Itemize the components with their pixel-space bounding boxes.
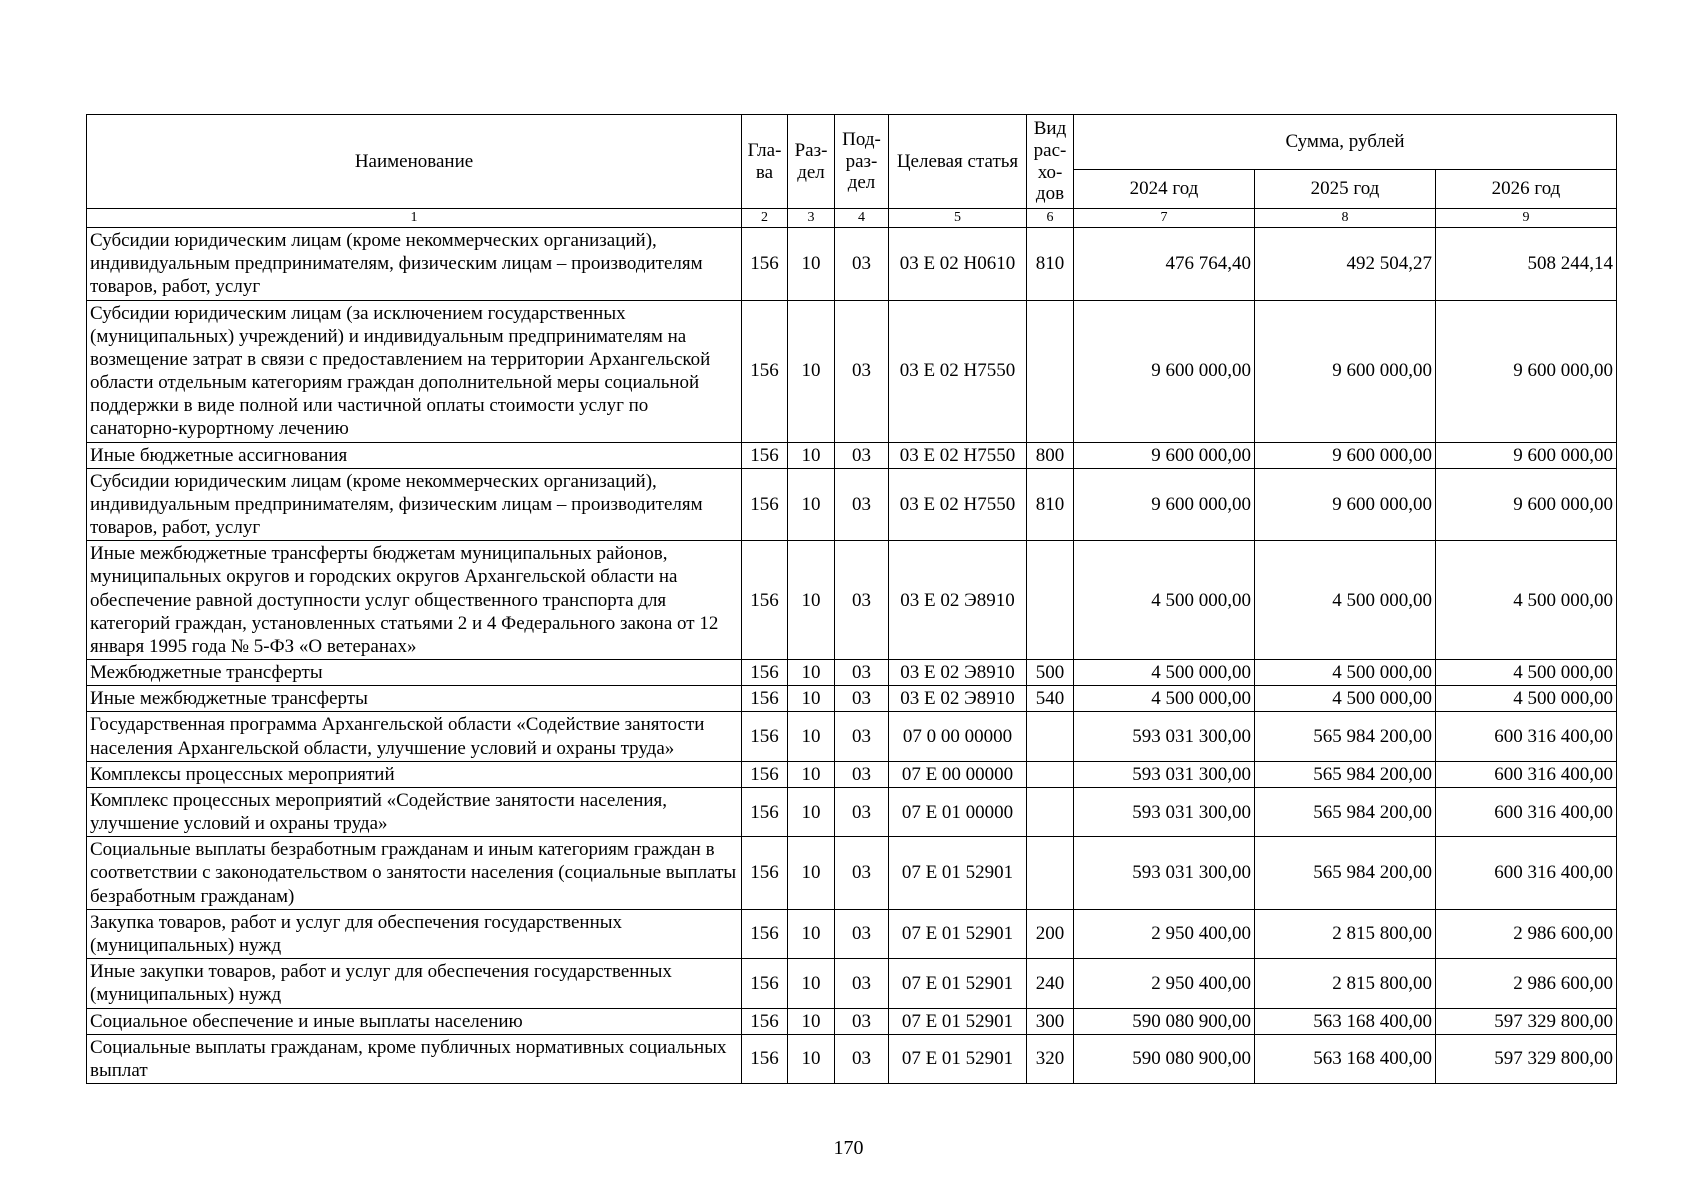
row-sum-2025: 4 500 000,00	[1255, 686, 1436, 712]
row-sum-2025: 563 168 400,00	[1255, 1034, 1436, 1083]
row-vid-rashodov	[1027, 761, 1074, 787]
header-glava: Гла-ва	[742, 115, 788, 209]
column-number: 5	[889, 209, 1027, 228]
table-row	[87, 442, 1617, 468]
header-podrazdel: Под-раз-дел	[835, 115, 889, 209]
row-glava: 156	[742, 660, 788, 686]
row-name: Субсидии юридическим лицам (кроме некоммерческих организаций), индивидуальным предпринимателям, физическим лицам – производителям товаров, работ, услуг	[87, 228, 742, 301]
row-name: Межбюджетные трансферты	[87, 660, 742, 686]
row-sum-2026: 600 316 400,00	[1436, 837, 1617, 910]
row-sum-2026: 597 329 800,00	[1436, 1034, 1617, 1083]
column-number: 1	[87, 209, 742, 228]
row-sum-2025: 9 600 000,00	[1255, 442, 1436, 468]
table-row	[87, 660, 1617, 686]
row-sum-2026: 4 500 000,00	[1436, 541, 1617, 660]
row-name: Социальное обеспечение и иные выплаты населению	[87, 1008, 742, 1034]
row-sum-2025: 4 500 000,00	[1255, 660, 1436, 686]
row-razdel: 10	[788, 660, 835, 686]
column-number: 2	[742, 209, 788, 228]
table-row	[87, 468, 1617, 541]
row-podrazdel: 03	[835, 468, 889, 541]
row-name: Социальные выплаты безработным гражданам и иным категориям граждан в соответствии с законодательством о занятости населения (социальные выплаты безработным гражданам)	[87, 837, 742, 910]
header-summa: Сумма, рублей	[1074, 115, 1617, 170]
header-year-2024: 2024 год	[1074, 170, 1255, 209]
row-vid-rashodov: 810	[1027, 228, 1074, 301]
row-sum-2026: 2 986 600,00	[1436, 959, 1617, 1008]
row-name: Комплекс процессных мероприятий «Содействие занятости населения, улучшение условий и охраны труда»	[87, 787, 742, 836]
table-row	[87, 909, 1617, 958]
row-vid-rashodov	[1027, 837, 1074, 910]
table-row	[87, 1008, 1617, 1034]
table-row	[87, 837, 1617, 910]
row-glava: 156	[742, 959, 788, 1008]
row-tselevaya-statya: 07 Е 00 00000	[889, 761, 1027, 787]
header-name: Наименование	[87, 115, 742, 209]
row-razdel: 10	[788, 442, 835, 468]
row-name: Социальные выплаты гражданам, кроме публичных нормативных социальных выплат	[87, 1034, 742, 1083]
row-sum-2024: 2 950 400,00	[1074, 909, 1255, 958]
row-sum-2026: 2 986 600,00	[1436, 909, 1617, 958]
row-podrazdel: 03	[835, 712, 889, 761]
row-sum-2024: 476 764,40	[1074, 228, 1255, 301]
row-sum-2026: 600 316 400,00	[1436, 712, 1617, 761]
row-vid-rashodov: 500	[1027, 660, 1074, 686]
table-row	[87, 1034, 1617, 1083]
header-year-2026: 2026 год	[1436, 170, 1617, 209]
row-razdel: 10	[788, 300, 835, 442]
row-glava: 156	[742, 686, 788, 712]
row-glava: 156	[742, 1008, 788, 1034]
row-vid-rashodov: 300	[1027, 1008, 1074, 1034]
row-sum-2026: 597 329 800,00	[1436, 1008, 1617, 1034]
row-vid-rashodov	[1027, 300, 1074, 442]
row-sum-2024: 9 600 000,00	[1074, 468, 1255, 541]
row-name: Закупка товаров, работ и услуг для обеспечения государственных (муниципальных) нужд	[87, 909, 742, 958]
row-sum-2024: 593 031 300,00	[1074, 712, 1255, 761]
row-vid-rashodov	[1027, 712, 1074, 761]
row-tselevaya-statya: 03 Е 02 Э8910	[889, 541, 1027, 660]
row-tselevaya-statya: 07 Е 01 00000	[889, 787, 1027, 836]
column-number: 7	[1074, 209, 1255, 228]
row-tselevaya-statya: 07 Е 01 52901	[889, 1008, 1027, 1034]
row-vid-rashodov	[1027, 787, 1074, 836]
row-vid-rashodov: 200	[1027, 909, 1074, 958]
row-sum-2024: 9 600 000,00	[1074, 442, 1255, 468]
row-glava: 156	[742, 787, 788, 836]
row-tselevaya-statya: 03 Е 02 Н0610	[889, 228, 1027, 301]
row-razdel: 10	[788, 468, 835, 541]
row-name: Комплексы процессных мероприятий	[87, 761, 742, 787]
row-sum-2024: 590 080 900,00	[1074, 1008, 1255, 1034]
row-name: Иные межбюджетные трансферты	[87, 686, 742, 712]
table-row	[87, 712, 1617, 761]
row-razdel: 10	[788, 1034, 835, 1083]
header-razdel: Раз-дел	[788, 115, 835, 209]
budget-table	[86, 114, 1617, 1084]
row-podrazdel: 03	[835, 959, 889, 1008]
row-tselevaya-statya: 03 Е 02 Н7550	[889, 468, 1027, 541]
row-sum-2025: 565 984 200,00	[1255, 712, 1436, 761]
row-sum-2026: 600 316 400,00	[1436, 787, 1617, 836]
row-name: Субсидии юридическим лицам (за исключением государственных (муниципальных) учреждений) и индивидуальным предпринимателям на возмещение затрат в связи с предоставлением на территории Архангельской области отдельным категориям граждан дополнительной меры социальной поддержки в виде полной или частичной оплаты стоимости услуг по санаторно-курортному лечению	[87, 300, 742, 442]
row-vid-rashodov: 800	[1027, 442, 1074, 468]
row-podrazdel: 03	[835, 787, 889, 836]
row-razdel: 10	[788, 909, 835, 958]
row-glava: 156	[742, 228, 788, 301]
row-sum-2026: 9 600 000,00	[1436, 442, 1617, 468]
row-name: Иные межбюджетные трансферты бюджетам муниципальных районов, муниципальных округов и городских округов Архангельской области на обеспечение равной доступности услуг общественного транспорта для категорий граждан, установленных статьями 2 и 4 Федерального закона от 12 января 1995 года № 5-ФЗ «О ветеранах»	[87, 541, 742, 660]
row-podrazdel: 03	[835, 761, 889, 787]
row-glava: 156	[742, 712, 788, 761]
table-row	[87, 959, 1617, 1008]
row-glava: 156	[742, 761, 788, 787]
row-tselevaya-statya: 03 Е 02 Э8910	[889, 660, 1027, 686]
row-sum-2026: 9 600 000,00	[1436, 300, 1617, 442]
row-glava: 156	[742, 541, 788, 660]
row-glava: 156	[742, 468, 788, 541]
table-row	[87, 686, 1617, 712]
row-sum-2025: 4 500 000,00	[1255, 541, 1436, 660]
table-body	[87, 228, 1617, 1084]
row-podrazdel: 03	[835, 1034, 889, 1083]
row-sum-2024: 4 500 000,00	[1074, 686, 1255, 712]
row-podrazdel: 03	[835, 1008, 889, 1034]
row-sum-2026: 4 500 000,00	[1436, 686, 1617, 712]
row-sum-2024: 593 031 300,00	[1074, 787, 1255, 836]
row-podrazdel: 03	[835, 686, 889, 712]
row-podrazdel: 03	[835, 541, 889, 660]
row-sum-2026: 600 316 400,00	[1436, 761, 1617, 787]
row-name: Иные закупки товаров, работ и услуг для обеспечения государственных (муниципальных) нужд	[87, 959, 742, 1008]
row-podrazdel: 03	[835, 228, 889, 301]
row-razdel: 10	[788, 541, 835, 660]
header-vid-rashodov: Вид рас-хо-дов	[1027, 115, 1074, 209]
row-glava: 156	[742, 837, 788, 910]
row-sum-2025: 492 504,27	[1255, 228, 1436, 301]
table-row	[87, 228, 1617, 301]
row-glava: 156	[742, 1034, 788, 1083]
row-vid-rashodov: 320	[1027, 1034, 1074, 1083]
row-glava: 156	[742, 909, 788, 958]
row-tselevaya-statya: 07 0 00 00000	[889, 712, 1027, 761]
row-sum-2026: 4 500 000,00	[1436, 660, 1617, 686]
row-podrazdel: 03	[835, 442, 889, 468]
table-row	[87, 761, 1617, 787]
column-number: 3	[788, 209, 835, 228]
row-sum-2025: 563 168 400,00	[1255, 1008, 1436, 1034]
row-vid-rashodov: 240	[1027, 959, 1074, 1008]
table-header	[87, 115, 1617, 228]
row-glava: 156	[742, 442, 788, 468]
row-tselevaya-statya: 03 Е 02 Н7550	[889, 300, 1027, 442]
row-tselevaya-statya: 07 Е 01 52901	[889, 909, 1027, 958]
row-sum-2024: 590 080 900,00	[1074, 1034, 1255, 1083]
row-razdel: 10	[788, 959, 835, 1008]
row-podrazdel: 03	[835, 909, 889, 958]
row-razdel: 10	[788, 712, 835, 761]
row-sum-2024: 593 031 300,00	[1074, 837, 1255, 910]
row-vid-rashodov: 810	[1027, 468, 1074, 541]
row-razdel: 10	[788, 228, 835, 301]
row-sum-2025: 565 984 200,00	[1255, 837, 1436, 910]
row-name: Государственная программа Архангельской области «Содействие занятости населения Архангельской области, улучшение условий и охраны труда»	[87, 712, 742, 761]
row-glava: 156	[742, 300, 788, 442]
row-sum-2025: 2 815 800,00	[1255, 909, 1436, 958]
row-sum-2025: 9 600 000,00	[1255, 468, 1436, 541]
column-numbers-row	[87, 209, 1617, 228]
row-sum-2024: 9 600 000,00	[1074, 300, 1255, 442]
row-podrazdel: 03	[835, 837, 889, 910]
header-tselevaya-statya: Целевая статья	[889, 115, 1027, 209]
row-sum-2026: 9 600 000,00	[1436, 468, 1617, 541]
column-number: 4	[835, 209, 889, 228]
row-sum-2024: 4 500 000,00	[1074, 660, 1255, 686]
row-vid-rashodov: 540	[1027, 686, 1074, 712]
row-sum-2025: 565 984 200,00	[1255, 761, 1436, 787]
table-row	[87, 787, 1617, 836]
row-sum-2026: 508 244,14	[1436, 228, 1617, 301]
table-row	[87, 541, 1617, 660]
row-razdel: 10	[788, 686, 835, 712]
row-razdel: 10	[788, 1008, 835, 1034]
row-sum-2024: 593 031 300,00	[1074, 761, 1255, 787]
table-row	[87, 300, 1617, 442]
row-tselevaya-statya: 07 Е 01 52901	[889, 1034, 1027, 1083]
column-number: 8	[1255, 209, 1436, 228]
row-tselevaya-statya: 03 Е 02 Э8910	[889, 686, 1027, 712]
column-number: 9	[1436, 209, 1617, 228]
row-name: Субсидии юридическим лицам (кроме некоммерческих организаций), индивидуальным предпринимателям, физическим лицам – производителям товаров, работ, услуг	[87, 468, 742, 541]
row-tselevaya-statya: 07 Е 01 52901	[889, 959, 1027, 1008]
row-sum-2025: 9 600 000,00	[1255, 300, 1436, 442]
row-vid-rashodov	[1027, 541, 1074, 660]
page-number: 170	[833, 1137, 864, 1159]
row-razdel: 10	[788, 761, 835, 787]
header-year-2025: 2025 год	[1255, 170, 1436, 209]
row-podrazdel: 03	[835, 300, 889, 442]
row-tselevaya-statya: 07 Е 01 52901	[889, 837, 1027, 910]
row-sum-2024: 4 500 000,00	[1074, 541, 1255, 660]
row-sum-2024: 2 950 400,00	[1074, 959, 1255, 1008]
row-name: Иные бюджетные ассигнования	[87, 442, 742, 468]
column-number: 6	[1027, 209, 1074, 228]
row-razdel: 10	[788, 787, 835, 836]
row-tselevaya-statya: 03 Е 02 Н7550	[889, 442, 1027, 468]
row-sum-2025: 565 984 200,00	[1255, 787, 1436, 836]
row-sum-2025: 2 815 800,00	[1255, 959, 1436, 1008]
row-podrazdel: 03	[835, 660, 889, 686]
row-razdel: 10	[788, 837, 835, 910]
